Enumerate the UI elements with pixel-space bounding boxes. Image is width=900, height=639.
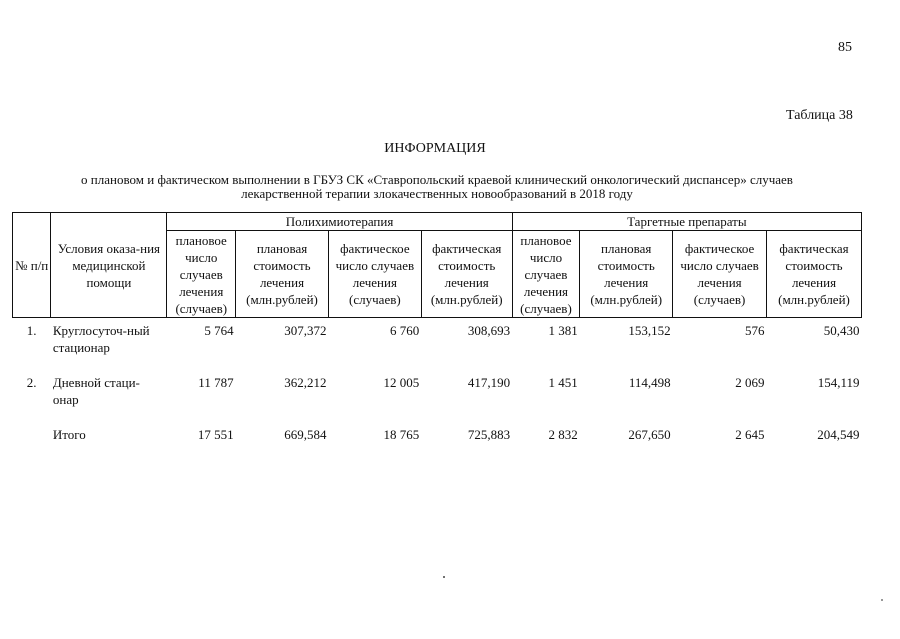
- table-cell: 2 832: [548, 427, 578, 442]
- table-cell: 11 787: [198, 375, 234, 390]
- table-cell: 417,190: [467, 375, 511, 390]
- scan-dot: [443, 576, 445, 578]
- table-cell: 17 551: [197, 427, 234, 442]
- table-row: [13, 370, 862, 408]
- table-cell: 114,498: [628, 375, 671, 390]
- table-cell: 5 764: [204, 323, 234, 338]
- header-num: № п/п: [13, 213, 51, 318]
- table-cell: 6 760: [390, 323, 420, 338]
- subtitle-line-2: лекарственной терапии злокачественных новообразований в 2018 году: [241, 186, 633, 201]
- header-planned-cases: плановое число случаев лечения (случаев): [167, 231, 236, 318]
- header-conditions: Условия оказа-ния медицинской помощи: [51, 213, 167, 318]
- row-number: 1.: [26, 323, 37, 338]
- table-cell: 2 069: [735, 375, 765, 390]
- page-number: 85: [838, 40, 852, 55]
- table-cell: 18 765: [383, 427, 420, 442]
- table-cell: 12 005: [383, 375, 420, 390]
- row-number: [13, 422, 51, 443]
- table-cell: 362,212: [284, 375, 327, 390]
- row-spacer: [13, 408, 862, 422]
- row-condition: Дневной стаци-онар: [52, 375, 140, 407]
- row-spacer: [13, 356, 862, 370]
- row-condition: Итого: [52, 427, 86, 442]
- header-planned-cost: плановая стоимость лечения (млн.рублей): [236, 231, 329, 318]
- data-table: [12, 212, 862, 443]
- document-title: ИНФОРМАЦИЯ: [384, 141, 486, 156]
- table-cell: 1 451: [548, 375, 578, 390]
- row-condition: Круглосуточ-ный стационар: [52, 323, 150, 355]
- subtitle-line-1: о плановом и фактическом выполнении в ГБУЗ СК «Ставропольский краевой клинический онкологический диспансер» случаев: [81, 172, 793, 187]
- table-cell: 669,584: [284, 427, 327, 442]
- table-cell: 308,693: [467, 323, 511, 338]
- document-subtitle: [22, 173, 852, 201]
- table-cell: 725,883: [467, 427, 511, 442]
- header-planned-cost: плановая стоимость лечения (млн.рублей): [580, 231, 673, 318]
- header-group-targeted-drugs: Таргетные препараты: [512, 213, 861, 231]
- table-cell: 2 645: [735, 427, 765, 442]
- table-row-total: [13, 422, 862, 443]
- table-cell: 50,430: [823, 323, 860, 338]
- row-number: 2.: [26, 375, 37, 390]
- header-actual-cases: фактическое число случаев лечения (случаев): [328, 231, 421, 318]
- header-group-polychemotherapy: Полихимиотерапия: [167, 213, 512, 231]
- table-row: [13, 318, 862, 357]
- table-cell: 576: [745, 323, 765, 338]
- table-cell: 154,119: [817, 375, 860, 390]
- scan-dot: [881, 599, 883, 601]
- header-actual-cost: фактическая стоимость лечения (млн.рублей): [767, 231, 862, 318]
- table-cell: 307,372: [284, 323, 327, 338]
- table-cell: 153,152: [628, 323, 671, 338]
- header-actual-cases: фактическое число случаев лечения (случаев): [673, 231, 767, 318]
- table-label: Таблица 38: [786, 108, 853, 123]
- header-planned-cases: плановое число случаев лечения (случаев): [512, 231, 580, 318]
- table-cell: 204,549: [817, 427, 860, 442]
- header-actual-cost: фактическая стоимость лечения (млн.рублей): [421, 231, 512, 318]
- table-cell: 1 381: [548, 323, 578, 338]
- table-cell: 267,650: [628, 427, 671, 442]
